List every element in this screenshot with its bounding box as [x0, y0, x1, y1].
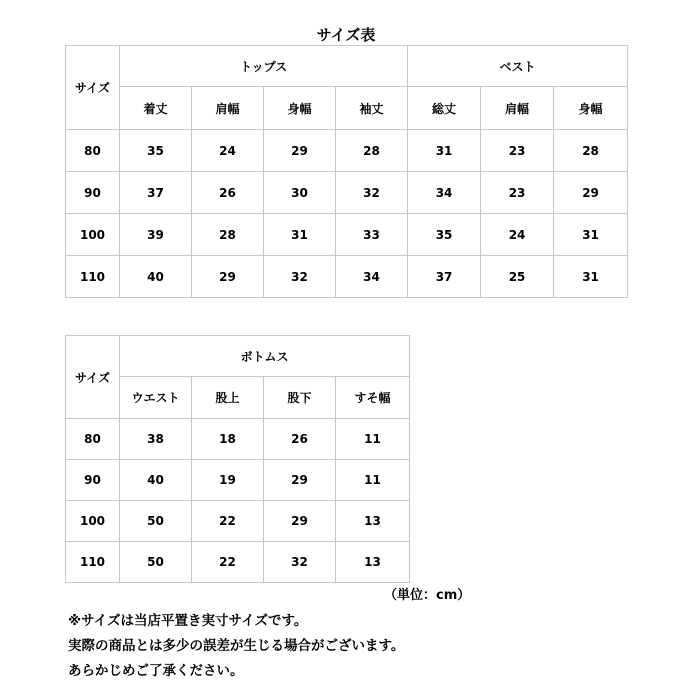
- group-header-vest: ベスト: [408, 46, 628, 87]
- table-cell: 25: [481, 256, 554, 298]
- table-row: [66, 256, 628, 298]
- table-cell: 29: [264, 501, 336, 542]
- table-cell: 32: [264, 542, 336, 583]
- table-cell: 26: [264, 419, 336, 460]
- size-cell: 80: [66, 130, 120, 172]
- note-line: 実際の商品とは多少の誤差が生じる場合がございます。: [68, 638, 405, 654]
- column-header: 股下: [264, 377, 336, 419]
- table-cell: 23: [481, 130, 554, 172]
- notes: [68, 609, 404, 684]
- table-cell: 31: [264, 214, 336, 256]
- table-row: [66, 130, 628, 172]
- note-line: あらかじめご了承ください。: [68, 663, 244, 679]
- table-cell: 35: [408, 214, 481, 256]
- table-row: [66, 542, 410, 583]
- table-cell: 31: [408, 130, 481, 172]
- table-row: [66, 501, 410, 542]
- table-cell: 13: [336, 542, 410, 583]
- table-cell: 11: [336, 460, 410, 501]
- size-header: サイズ: [66, 336, 120, 419]
- size-cell: 100: [66, 214, 120, 256]
- size-cell: 90: [66, 460, 120, 501]
- table-row: [66, 214, 628, 256]
- column-header: 股上: [192, 377, 264, 419]
- table-row: [66, 172, 628, 214]
- column-header: 総丈: [408, 87, 481, 130]
- table-cell: 31: [554, 214, 628, 256]
- table-cell: 34: [336, 256, 408, 298]
- table-cell: 29: [264, 460, 336, 501]
- size-cell: 80: [66, 419, 120, 460]
- unit-note: （単位：cm）: [384, 588, 471, 603]
- column-header: ウエスト: [120, 377, 192, 419]
- table-cell: 34: [408, 172, 481, 214]
- table-cell: 24: [192, 130, 264, 172]
- size-cell: 100: [66, 501, 120, 542]
- table-row: [66, 419, 410, 460]
- column-header: すそ幅: [336, 377, 410, 419]
- table-cell: 29: [264, 130, 336, 172]
- table-cell: 11: [336, 419, 410, 460]
- size-cell: 110: [66, 256, 120, 298]
- table-cell: 50: [120, 542, 192, 583]
- page-title: サイズ表: [316, 26, 376, 44]
- tops-vest-size-table: [65, 45, 628, 298]
- group-header-bottoms: ボトムス: [120, 336, 410, 377]
- table-cell: 32: [336, 172, 408, 214]
- table-cell: 18: [192, 419, 264, 460]
- table-cell: 22: [192, 501, 264, 542]
- table-cell: 35: [120, 130, 192, 172]
- table-cell: 29: [192, 256, 264, 298]
- table-cell: 50: [120, 501, 192, 542]
- size-cell: 110: [66, 542, 120, 583]
- column-header: 着丈: [120, 87, 192, 130]
- table-cell: 28: [336, 130, 408, 172]
- table-cell: 32: [264, 256, 336, 298]
- table-cell: 40: [120, 256, 192, 298]
- table-cell: 31: [554, 256, 628, 298]
- table-cell: 37: [408, 256, 481, 298]
- column-header: 袖丈: [336, 87, 408, 130]
- table-cell: 28: [554, 130, 628, 172]
- note-line: ※サイズは当店平置き実寸サイズです。: [68, 613, 308, 629]
- table-cell: 22: [192, 542, 264, 583]
- table-cell: 37: [120, 172, 192, 214]
- table-cell: 23: [481, 172, 554, 214]
- table-cell: 38: [120, 419, 192, 460]
- size-cell: 90: [66, 172, 120, 214]
- table-cell: 39: [120, 214, 192, 256]
- bottoms-size-table: [65, 335, 410, 583]
- table-cell: 19: [192, 460, 264, 501]
- table-cell: 26: [192, 172, 264, 214]
- table-cell: 30: [264, 172, 336, 214]
- table-cell: 28: [192, 214, 264, 256]
- table-cell: 40: [120, 460, 192, 501]
- column-header: 肩幅: [481, 87, 554, 130]
- table-row: [66, 460, 410, 501]
- group-header-tops: トップス: [120, 46, 408, 87]
- table-cell: 24: [481, 214, 554, 256]
- column-header: 身幅: [264, 87, 336, 130]
- table-cell: 13: [336, 501, 410, 542]
- table-cell: 29: [554, 172, 628, 214]
- table-cell: 33: [336, 214, 408, 256]
- column-header: 肩幅: [192, 87, 264, 130]
- size-header: サイズ: [66, 46, 120, 130]
- column-header: 身幅: [554, 87, 628, 130]
